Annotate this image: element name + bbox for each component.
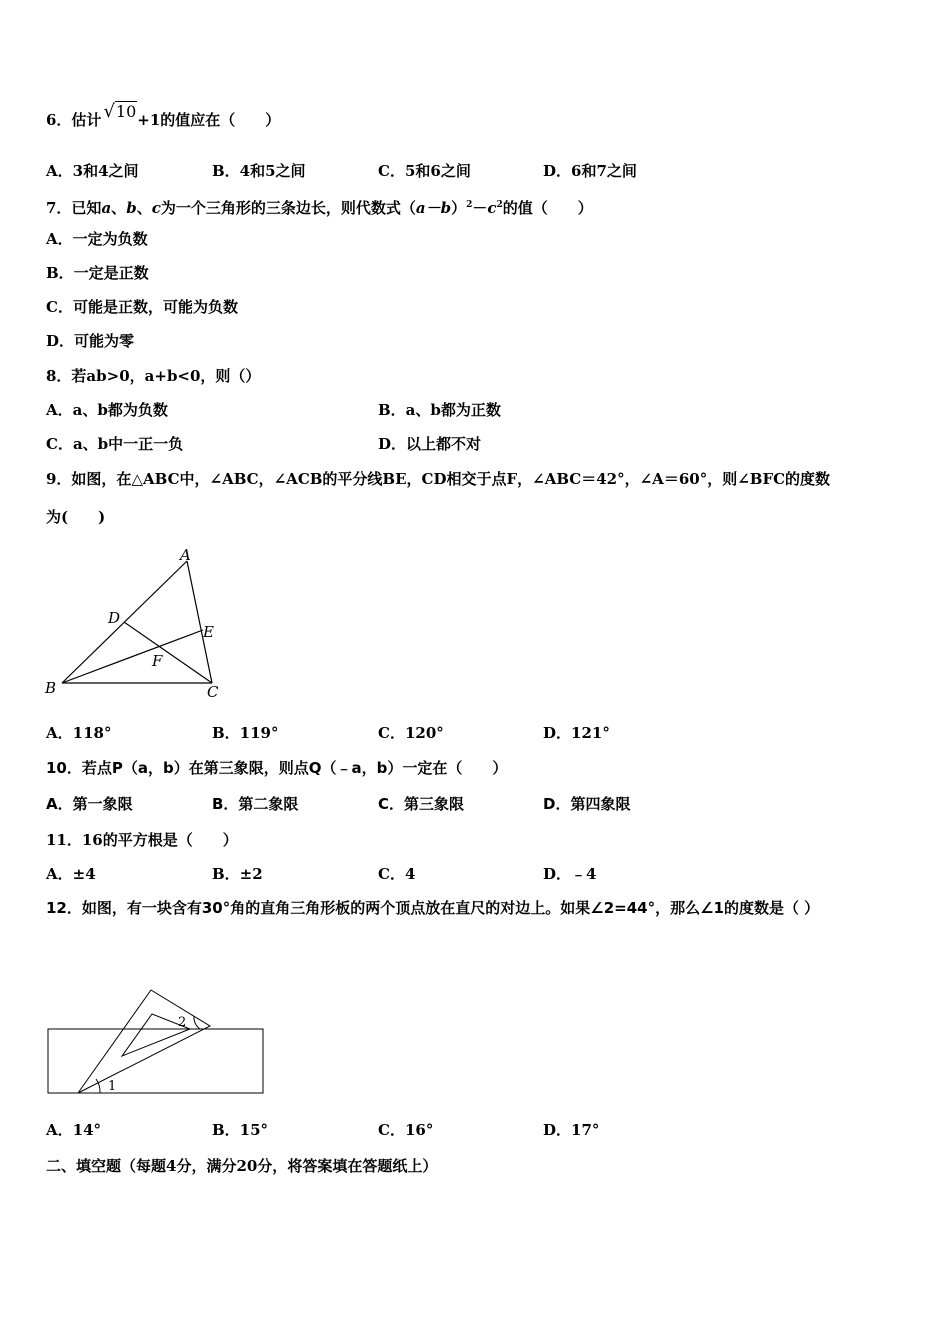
q10-option-a: A．第一象限 bbox=[46, 795, 133, 813]
q11-option-a: A．±4 bbox=[46, 865, 96, 883]
q9-option-b: B．119° bbox=[212, 724, 279, 742]
q7-var-c2: c bbox=[487, 199, 497, 217]
q7-minus: － bbox=[472, 199, 488, 217]
q9-stem-line2: 为( ) bbox=[46, 508, 106, 526]
q12-option-c-text: C．16° bbox=[378, 1121, 434, 1139]
q8-option-b: B．a、b都为正数 bbox=[378, 401, 501, 419]
q7-mid: 为一个三角形的三条边长，则代数式（ bbox=[160, 199, 416, 217]
label-c: C bbox=[207, 683, 219, 701]
q12-option-a bbox=[46, 1120, 101, 1140]
q10-stem: 10．若点P（a，b）在第三象限，则点Q（﹣a，b）一定在（ ） bbox=[46, 759, 508, 777]
q8-option-c: C．a、b中一正一负 bbox=[46, 435, 184, 453]
q8-option-a: A．a、b都为负数 bbox=[46, 401, 168, 419]
q7-prefix: 7．已知 bbox=[46, 199, 102, 217]
q11-option-b: B．±2 bbox=[212, 865, 263, 883]
q9-option-d: D．121° bbox=[543, 724, 610, 742]
q12-option-b bbox=[212, 1120, 268, 1140]
q9-option-c: C．120° bbox=[378, 724, 444, 742]
q6-prefix: 6．估计 bbox=[46, 111, 102, 129]
q6-option-b: B．4和5之间 bbox=[212, 162, 306, 180]
q7-close: ） bbox=[451, 199, 467, 217]
q10-option-d: D．第四象限 bbox=[543, 795, 631, 813]
q12-ruler-triangle-figure bbox=[40, 980, 275, 1100]
q6-radicand: 10 bbox=[115, 102, 137, 121]
label-b: B bbox=[45, 679, 57, 697]
angle-2-label: 2 bbox=[178, 1015, 187, 1030]
segment-ac bbox=[187, 561, 212, 683]
q6-suffix: +1的值应在（ ） bbox=[137, 111, 281, 129]
q12-option-b-text: B．15° bbox=[212, 1121, 269, 1139]
q9-stem-line1: 9．如图，在△ABC中，∠ABC，∠ACB的平分线BE，CD相交于点F，∠ABC＝42°，∠A＝60°，则∠BFC的度数 bbox=[46, 470, 831, 488]
q10-option-c: C．第三象限 bbox=[378, 795, 465, 813]
q6-option-c: C．5和6之间 bbox=[378, 162, 471, 180]
q10-option-b: B．第二象限 bbox=[212, 795, 299, 813]
section-2-heading: 二、填空题（每题4分，满分20分，将答案填在答题纸上） bbox=[46, 1157, 438, 1175]
angle-1-label: 1 bbox=[108, 1079, 117, 1094]
label-d: D bbox=[108, 609, 121, 627]
q7-sep2: 、 bbox=[136, 199, 152, 217]
q7-option-d: D．可能为零 bbox=[46, 332, 135, 350]
q7-sep1: 、 bbox=[111, 199, 127, 217]
q7-option-a: A．一定为负数 bbox=[46, 230, 148, 248]
q11-option-d: D．﹣4 bbox=[543, 865, 597, 883]
q12-option-c bbox=[378, 1120, 433, 1140]
q7-exponent-2: 2 bbox=[496, 200, 503, 210]
ruler bbox=[48, 1029, 263, 1093]
q7-exponent-1: 2 bbox=[466, 200, 473, 210]
q6-option-a: A．3和4之间 bbox=[46, 162, 139, 180]
q7-expr: a－b bbox=[415, 199, 452, 217]
q12-option-a-text: A．14° bbox=[46, 1121, 102, 1139]
q8-stem: 8．若ab>0，a+b<0，则（） bbox=[46, 367, 261, 385]
q6-option-d: D．6和7之间 bbox=[543, 162, 637, 180]
triangle-outer bbox=[78, 990, 210, 1093]
q9-option-a: A．118° bbox=[46, 724, 112, 742]
q11-option-c: C．4 bbox=[378, 865, 416, 883]
q12-stem: 12．如图，有一块含有30°角的直角三角形板的两个顶点放在直尺的对边上。如果∠2=44°，那么∠1的度数是（ ） bbox=[46, 899, 820, 917]
q9-triangle-figure bbox=[40, 545, 240, 705]
q7-var-a: a bbox=[101, 199, 112, 217]
angle-1-arc bbox=[96, 1079, 100, 1093]
q7-var-b: b bbox=[126, 199, 137, 217]
segment-be bbox=[62, 630, 203, 683]
q7-tail: 的值（ ） bbox=[502, 199, 593, 217]
label-a: A bbox=[180, 546, 191, 564]
q6-sqrt bbox=[101, 102, 137, 122]
label-e: E bbox=[203, 623, 214, 641]
q7-var-c: c bbox=[151, 199, 161, 217]
q7-stem bbox=[46, 195, 593, 218]
radical-sign-icon: √ bbox=[103, 101, 115, 122]
q7-option-c: C．可能是正数，可能为负数 bbox=[46, 298, 238, 316]
q6-stem bbox=[46, 101, 281, 130]
q11-stem: 11．16的平方根是（ ） bbox=[46, 831, 238, 849]
q8-option-d: D．以上都不对 bbox=[378, 435, 482, 453]
q7-option-b: B．一定是正数 bbox=[46, 264, 149, 282]
q12-option-d-text: D．17° bbox=[543, 1121, 600, 1139]
q12-option-d bbox=[543, 1120, 599, 1140]
label-f: F bbox=[152, 652, 163, 670]
